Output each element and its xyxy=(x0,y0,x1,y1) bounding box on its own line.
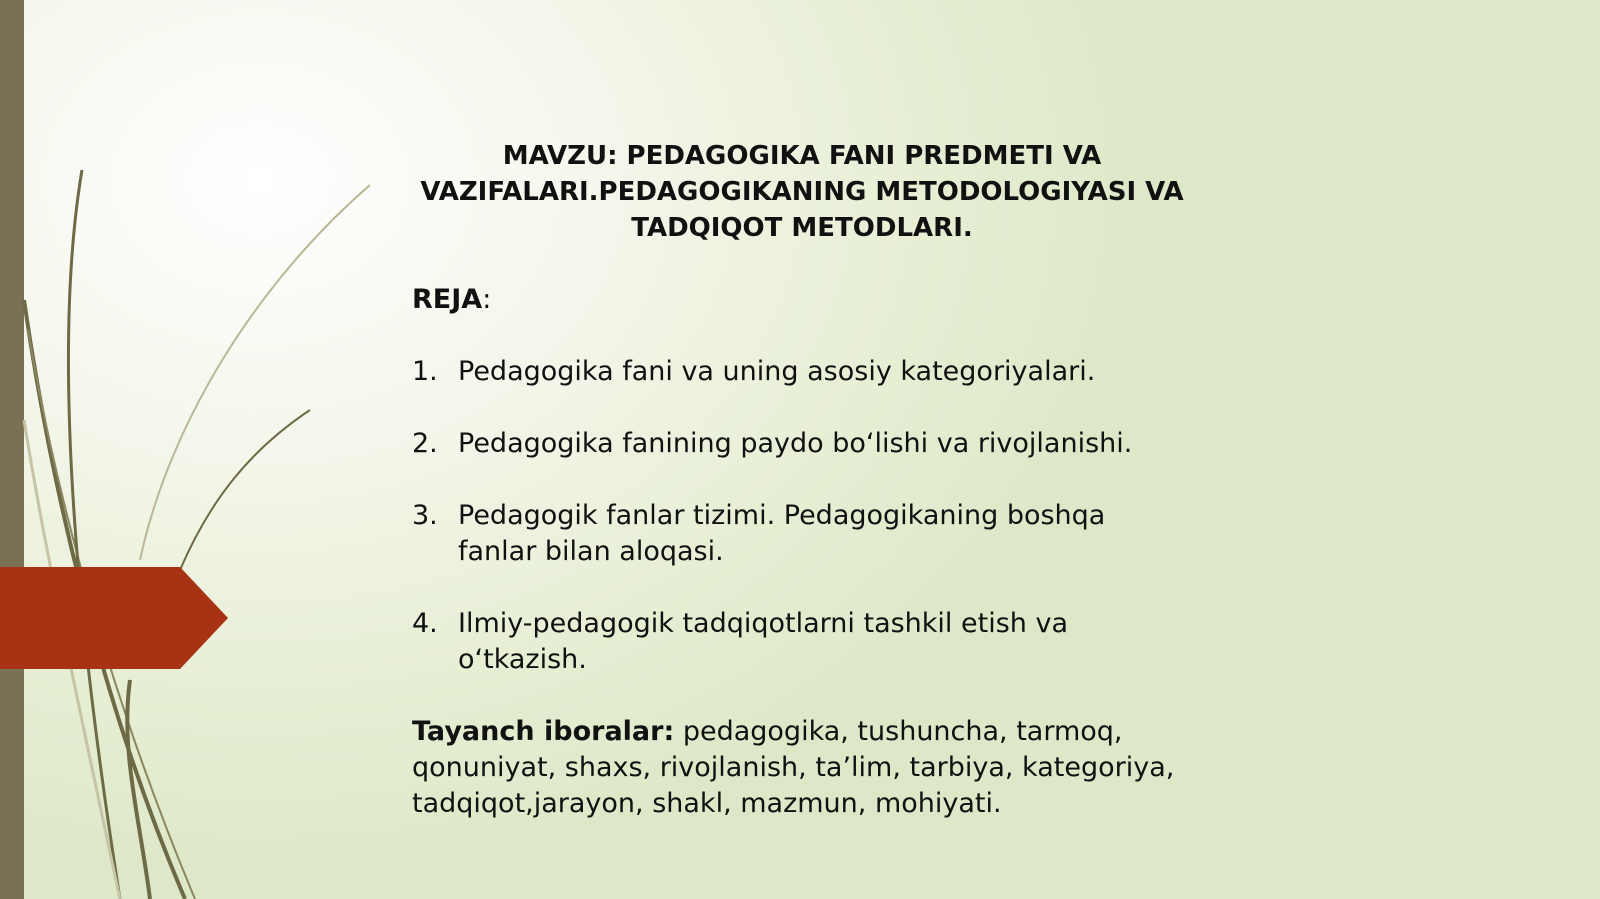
plan-item xyxy=(412,354,1192,390)
slide-title: MAVZU: PEDAGOGIKA FANI PREDMETI VA VAZIFALARI.PEDAGOGIKANING METODOLOGIYASI VA TADQIQOT METODLARI. xyxy=(420,141,1184,243)
slide-content xyxy=(412,138,1192,822)
plan-item-number: 1. xyxy=(412,356,438,387)
keywords-label: Tayanch iboralar: xyxy=(412,716,675,747)
plan-item-number: 4. xyxy=(412,608,438,639)
decorative-stems xyxy=(0,0,420,899)
plan-item-text: Pedagogik fanlar tizimi. Pedagogikaning boshqa fanlar bilan aloqasi. xyxy=(458,500,1106,567)
plan-item-number: 3. xyxy=(412,500,438,531)
keywords-paragraph xyxy=(412,714,1192,822)
plan-item-number: 2. xyxy=(412,428,438,459)
plan-item-text: Ilmiy-pedagogik tadqiqotlarni tashkil etish va o‘tkazish. xyxy=(458,608,1069,675)
plan-item-text: Pedagogika fani va uning asosiy kategoriyalari. xyxy=(458,356,1096,387)
plan-item-text: Pedagogika fanining paydo bo‘lishi va rivojlanishi. xyxy=(458,428,1133,459)
keywords-text: pedagogika, tushuncha, tarmoq, qonuniyat, shaxs, rivojlanish, ta’lim, tarbiya, kategoriya, tadqiqot,jarayon, shakl, mazmun, mohiyati. xyxy=(412,716,1175,819)
plan-item xyxy=(412,426,1192,462)
plan-item xyxy=(412,498,1192,570)
reja-colon: : xyxy=(482,284,492,315)
plan-item xyxy=(412,606,1192,678)
arrow-tab-shape xyxy=(0,567,230,669)
reja-label: REJA xyxy=(412,284,483,315)
plan-list xyxy=(412,354,1192,678)
reja-heading xyxy=(412,282,1192,318)
